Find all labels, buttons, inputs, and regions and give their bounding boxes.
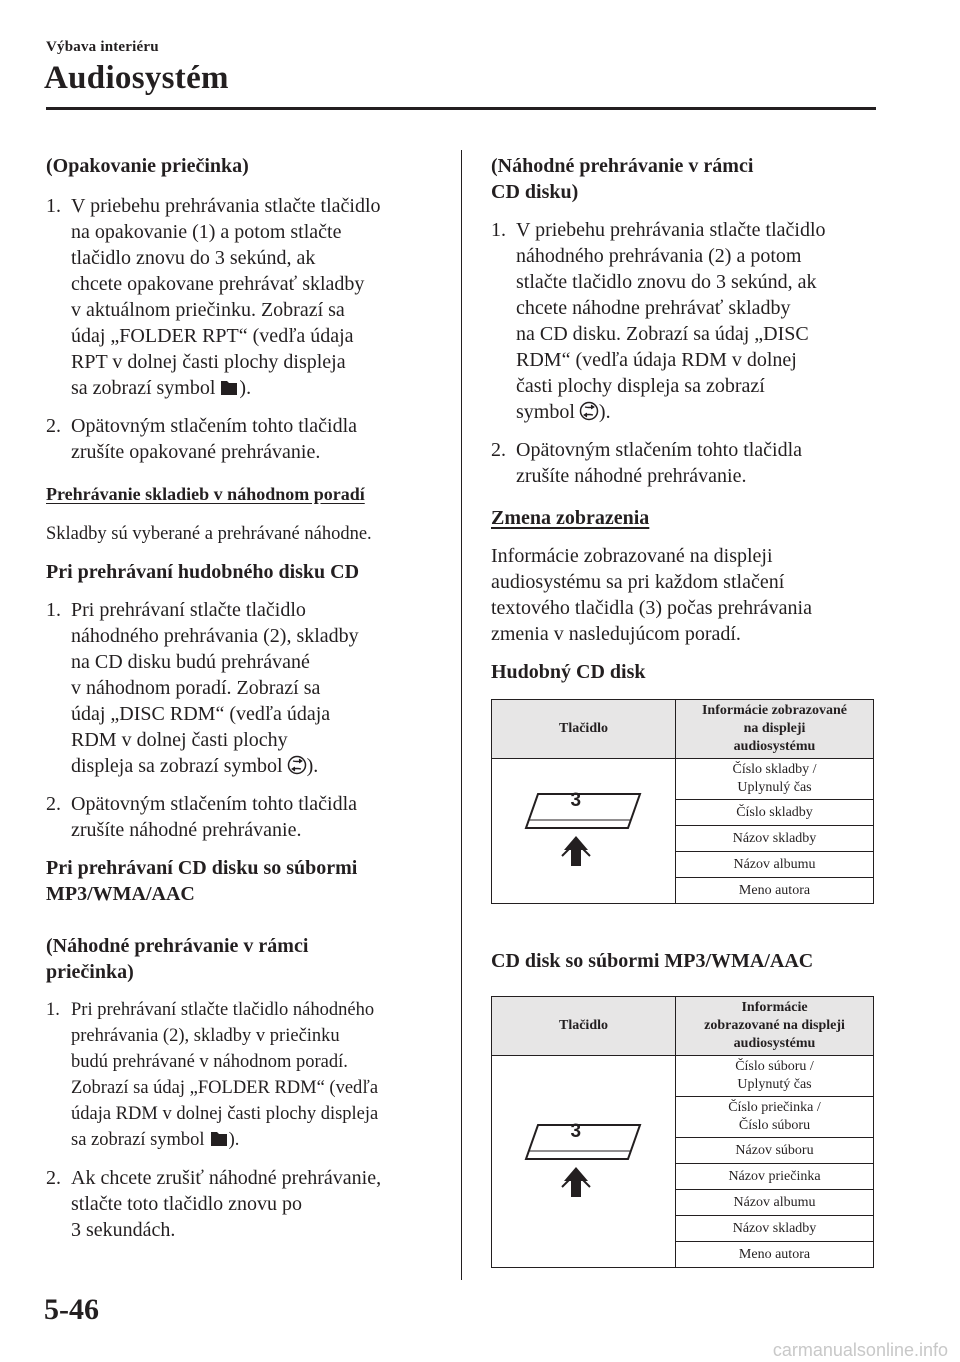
table-row: Názov albumu: [676, 1190, 874, 1216]
disc-random-icon: [579, 401, 599, 421]
folder-icon: [219, 377, 239, 397]
table-row: Názov priečinka: [676, 1164, 874, 1190]
folder-repeat-step-2: 2. Opätovným stlačením tohto tlačidla zrušíte opakované prehrávanie.: [46, 415, 358, 463]
display-change-heading: Zmena zobrazenia: [491, 507, 650, 529]
mp3-random-heading: Pri prehrávaní CD disku so súbormi MP3/WMA/AAC: [46, 857, 358, 905]
section-label: Výbava interiéru: [46, 39, 159, 55]
table-row: Názov skladby: [676, 1216, 874, 1242]
table-row: Číslo skladby: [676, 800, 874, 826]
table-header-info: Informácie zobrazované na displeji audiosystému: [676, 997, 874, 1056]
music-cd-table: [491, 699, 874, 904]
header-rule: [46, 107, 876, 110]
table-row: Číslo súboru / Uplynutý čas: [676, 1056, 874, 1097]
table-header-button: Tlačidlo: [492, 997, 676, 1056]
random-heading: Prehrávanie skladieb v náhodnom poradí: [46, 484, 365, 504]
folder-icon: [209, 1128, 229, 1148]
page-title: Audiosystém: [44, 60, 229, 96]
disc-random-icon: [287, 755, 307, 775]
folder-random-step-2: 2. Ak chcete zrušiť náhodné prehrávanie, stlačte toto tlačidlo znovu po 3 sekundách.: [46, 1167, 382, 1241]
text-button-cell: [492, 759, 676, 904]
table-row: Názov skladby: [676, 826, 874, 852]
table-header-info: Informácie zobrazované na displeji audiosystému: [676, 700, 874, 759]
cd-random-step-2: 2. Opätovným stlačením tohto tlačidla zrušíte náhodné prehrávanie.: [46, 793, 358, 841]
mp3-cd-heading: CD disk so súbormi MP3/WMA/AAC: [491, 950, 814, 972]
folder-random-step-1: 1. Pri prehrávaní stlačte tlačidlo náhodného prehrávania (2), skladby v priečinku budú prehrávané v náhodnom poradí. Zobrazí sa údaj „FOLDER RDM“ (vedľa údaja RDM v dolnej časti plochy displeja sa zobrazí symbol ).: [46, 1000, 379, 1150]
table-row: Meno autora: [676, 878, 874, 904]
folder-random-heading: (Náhodné prehrávanie v rámci priečinka): [46, 935, 309, 983]
cd-disc-random-step-2: 2. Opätovným stlačením tohto tlačidla zrušíte náhodné prehrávanie.: [491, 439, 803, 487]
random-intro: Skladby sú vyberané a prehrávané náhodne.: [46, 524, 372, 544]
table-row: Názov albumu: [676, 852, 874, 878]
column-divider: [461, 150, 462, 1280]
folder-repeat-step-1: 1. V priebehu prehrávania stlačte tlačidlo na opakovanie (1) a potom stlačte tlačidlo znovu do 3 sekúnd, ak chcete opakovane prehrávať skladby v aktuálnom priečinku. Zobrazí sa údaj „FOLDER RPT“ (vedľa údaja RPT v dolnej časti plochy displeja sa zobrazí symbol ).: [46, 195, 381, 399]
watermark: carmanualsonline.info: [772, 1340, 948, 1360]
cd-random-step-1: 1. Pri prehrávaní stlačte tlačidlo náhodného prehrávania (2), skladby na CD disku budú prehrávané v náhodnom poradí. Zobrazí sa údaj „DISC RDM“ (vedľa údaja RDM v dolnej časti plochy displeja sa zobrazí symbol ).: [46, 599, 359, 777]
text-button-icon: 3: [524, 786, 644, 876]
table-header-button: Tlačidlo: [492, 700, 676, 759]
mp3-cd-table: [491, 996, 874, 1268]
text-button-cell: [492, 1056, 676, 1268]
cd-disc-random-step-1: 1. V priebehu prehrávania stlačte tlačidlo náhodného prehrávania (2) a potom stlačte tlačidlo znovu do 3 sekúnd, ak chcete náhodne prehrávať skladby na CD disku. Zobrazí sa údaj „DISC RDM“ (vedľa údaja RDM v dolnej časti plochy displeja sa zobrazí symbol ).: [491, 219, 826, 423]
right-column: [491, 153, 876, 1268]
table-row: Meno autora: [676, 1242, 874, 1268]
table-row: Číslo skladby / Uplynulý čas: [676, 759, 874, 800]
table-row: Názov súboru: [676, 1138, 874, 1164]
cd-disc-random-heading: (Náhodné prehrávanie v rámci CD disku): [491, 155, 754, 203]
text-button-icon: 3: [524, 1117, 644, 1207]
cd-random-heading: Pri prehrávaní hudobného disku CD: [46, 561, 360, 583]
folder-repeat-heading: (Opakovanie priečinka): [46, 155, 249, 177]
display-change-body: Informácie zobrazované na displeji audiosystému sa pri každom stlačení textového tlačidla (3) počas prehrávania zmenia v nasledujúcom poradí.: [491, 545, 812, 645]
page-number: 5-46: [44, 1293, 99, 1326]
left-column: [46, 153, 446, 1243]
music-cd-heading: Hudobný CD disk: [491, 661, 646, 683]
table-row: Číslo priečinka / Číslo súboru: [676, 1097, 874, 1138]
